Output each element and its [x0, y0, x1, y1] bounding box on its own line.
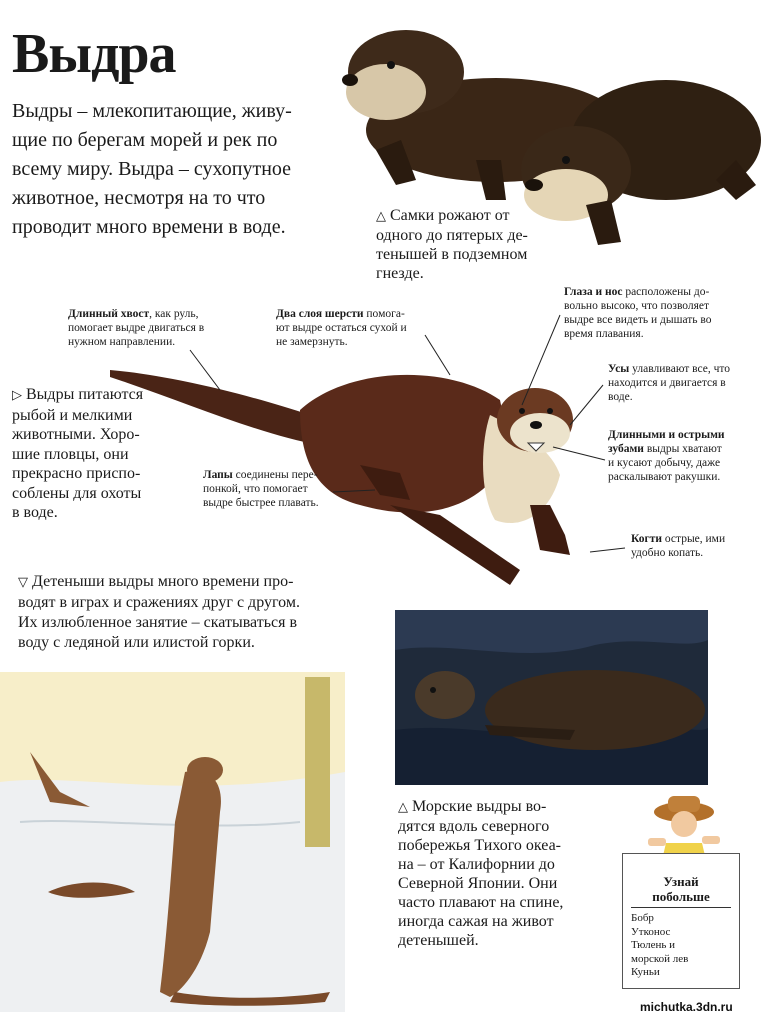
caption-line: Самки рожают от: [390, 207, 510, 224]
intro-line: животное, несмотря на то что: [12, 187, 266, 209]
site-footer: michutka.3dn.ru: [640, 1000, 733, 1014]
page-title: Выдра: [12, 23, 176, 85]
label-line: не замерзнуть.: [276, 336, 348, 348]
intro-line: щие по берегам морей и рек по: [12, 129, 278, 151]
label-line: время плавания.: [564, 328, 644, 340]
learn-more-item[interactable]: Тюлень и морской лев: [631, 939, 689, 965]
caption-line: Их излюбленное занятие – скатываться в: [18, 614, 298, 631]
caption-line: Морские выдры во-: [412, 798, 547, 815]
label-line: соединены пере-: [232, 469, 318, 481]
caption-line: в воде.: [12, 504, 58, 521]
learn-more-item[interactable]: Бобр: [631, 912, 654, 924]
caption-line: животными. Хоро-: [12, 426, 140, 443]
label-bold: Когти: [631, 533, 663, 545]
label-line: нужном направлении.: [68, 336, 176, 348]
label-line: удобно копать.: [631, 547, 704, 559]
intro-line: проводит много времени в воде.: [12, 216, 286, 238]
caption-sea-otters: [398, 797, 598, 950]
label-bold: Лапы: [203, 469, 233, 481]
caption-line: детенышей.: [398, 932, 479, 949]
caption-line: Северной Японии. Они: [398, 875, 558, 892]
label-line: выдре все видеть и дышать во: [564, 314, 712, 326]
label-line: выдры хватают: [643, 443, 722, 455]
leader-line-whiskers: [570, 385, 603, 425]
label-line: ют выдре остаться сухой и: [276, 322, 407, 334]
learn-more-title-line: Узнай: [663, 874, 699, 889]
label-bold: Два слоя шерсти: [276, 308, 364, 320]
caption-line: часто плавают на спине,: [398, 894, 564, 911]
learn-more-item[interactable]: Утконос: [631, 925, 671, 938]
caption-line: рыбой и мелкими: [12, 406, 133, 424]
caption-line: дятся вдоль северного: [398, 818, 550, 835]
caption-line: воду с ледяной или илистой горки.: [18, 634, 255, 651]
label-line: вольно высоко, что позволяет: [564, 300, 710, 312]
learn-more-title-line: побольше: [652, 889, 710, 904]
sea-otter-photo: [395, 610, 708, 785]
boy-with-hat-icon: [648, 788, 720, 860]
leader-line-claws: [590, 548, 625, 552]
intro-line: всему миру. Выдра – сухопутное: [12, 158, 292, 180]
label-line: выдре быстрее плавать.: [203, 497, 319, 509]
label-line: помога-: [363, 308, 405, 320]
triangle-up-icon: △: [376, 209, 386, 224]
triangle-down-icon: ▽: [18, 575, 28, 590]
caption-line: прекрасно приспо-: [12, 465, 141, 482]
triangle-right-icon: ▷: [12, 388, 22, 403]
label-bold: Длинный хвост: [68, 308, 150, 320]
leader-line-eyes: [522, 315, 560, 405]
caption-line: гнезде.: [376, 265, 424, 282]
caption-line: на – от Калифорнии до: [398, 856, 555, 873]
label-line: раскалывают ракушки.: [608, 471, 721, 483]
label-line: острые, ими: [662, 533, 726, 545]
label-line: находится и двигается в: [608, 377, 726, 389]
learn-more-list: [623, 912, 739, 980]
label-bold: зубами: [608, 443, 644, 455]
caption-line: водят в играх и сражениях друг с другом.: [18, 594, 300, 611]
caption-line: шие пловцы, они: [12, 445, 129, 463]
leader-line-fur: [425, 335, 450, 375]
learn-more-item[interactable]: Куньи: [631, 966, 660, 978]
label-line: расположены до-: [622, 286, 710, 298]
label-bold: Усы: [608, 363, 630, 375]
caption-line: побережья Тихого океа-: [398, 837, 561, 854]
label-line: улавливают все, что: [629, 363, 731, 375]
caption-line: Выдры питаются: [26, 386, 144, 403]
caption-line: Детеныши выдры много времени про-: [32, 573, 294, 590]
intro-line: Выдры – млекопитающие, живу-: [12, 100, 292, 122]
triangle-up-icon: △: [398, 800, 408, 815]
label-bold: Глаза и нос: [564, 286, 623, 298]
label-line: , как руль,: [149, 308, 199, 320]
label-line: понкой, что помогает: [203, 483, 308, 495]
learn-more-title: [623, 874, 739, 904]
label-bold: Длинными и острыми: [608, 429, 725, 441]
caption-line: соблены для охоты: [12, 484, 142, 502]
divider: [631, 907, 731, 908]
leader-line-tail: [190, 350, 220, 390]
label-line: воде.: [608, 391, 633, 403]
caption-line: одного до пятерых де-: [376, 227, 528, 244]
label-line: помогает выдре двигаться в: [68, 322, 205, 334]
caption-line: тенышей в подземном: [376, 246, 528, 263]
leader-line-paws: [333, 490, 375, 492]
caption-cubs: [18, 572, 363, 653]
winter-otter-illustration: [0, 672, 345, 1012]
caption-line: иногда сажая на живот: [398, 913, 554, 930]
label-line: и кусают добычу, даже: [608, 457, 721, 469]
learn-more-box: [622, 853, 740, 989]
leader-line-teeth: [553, 447, 605, 460]
